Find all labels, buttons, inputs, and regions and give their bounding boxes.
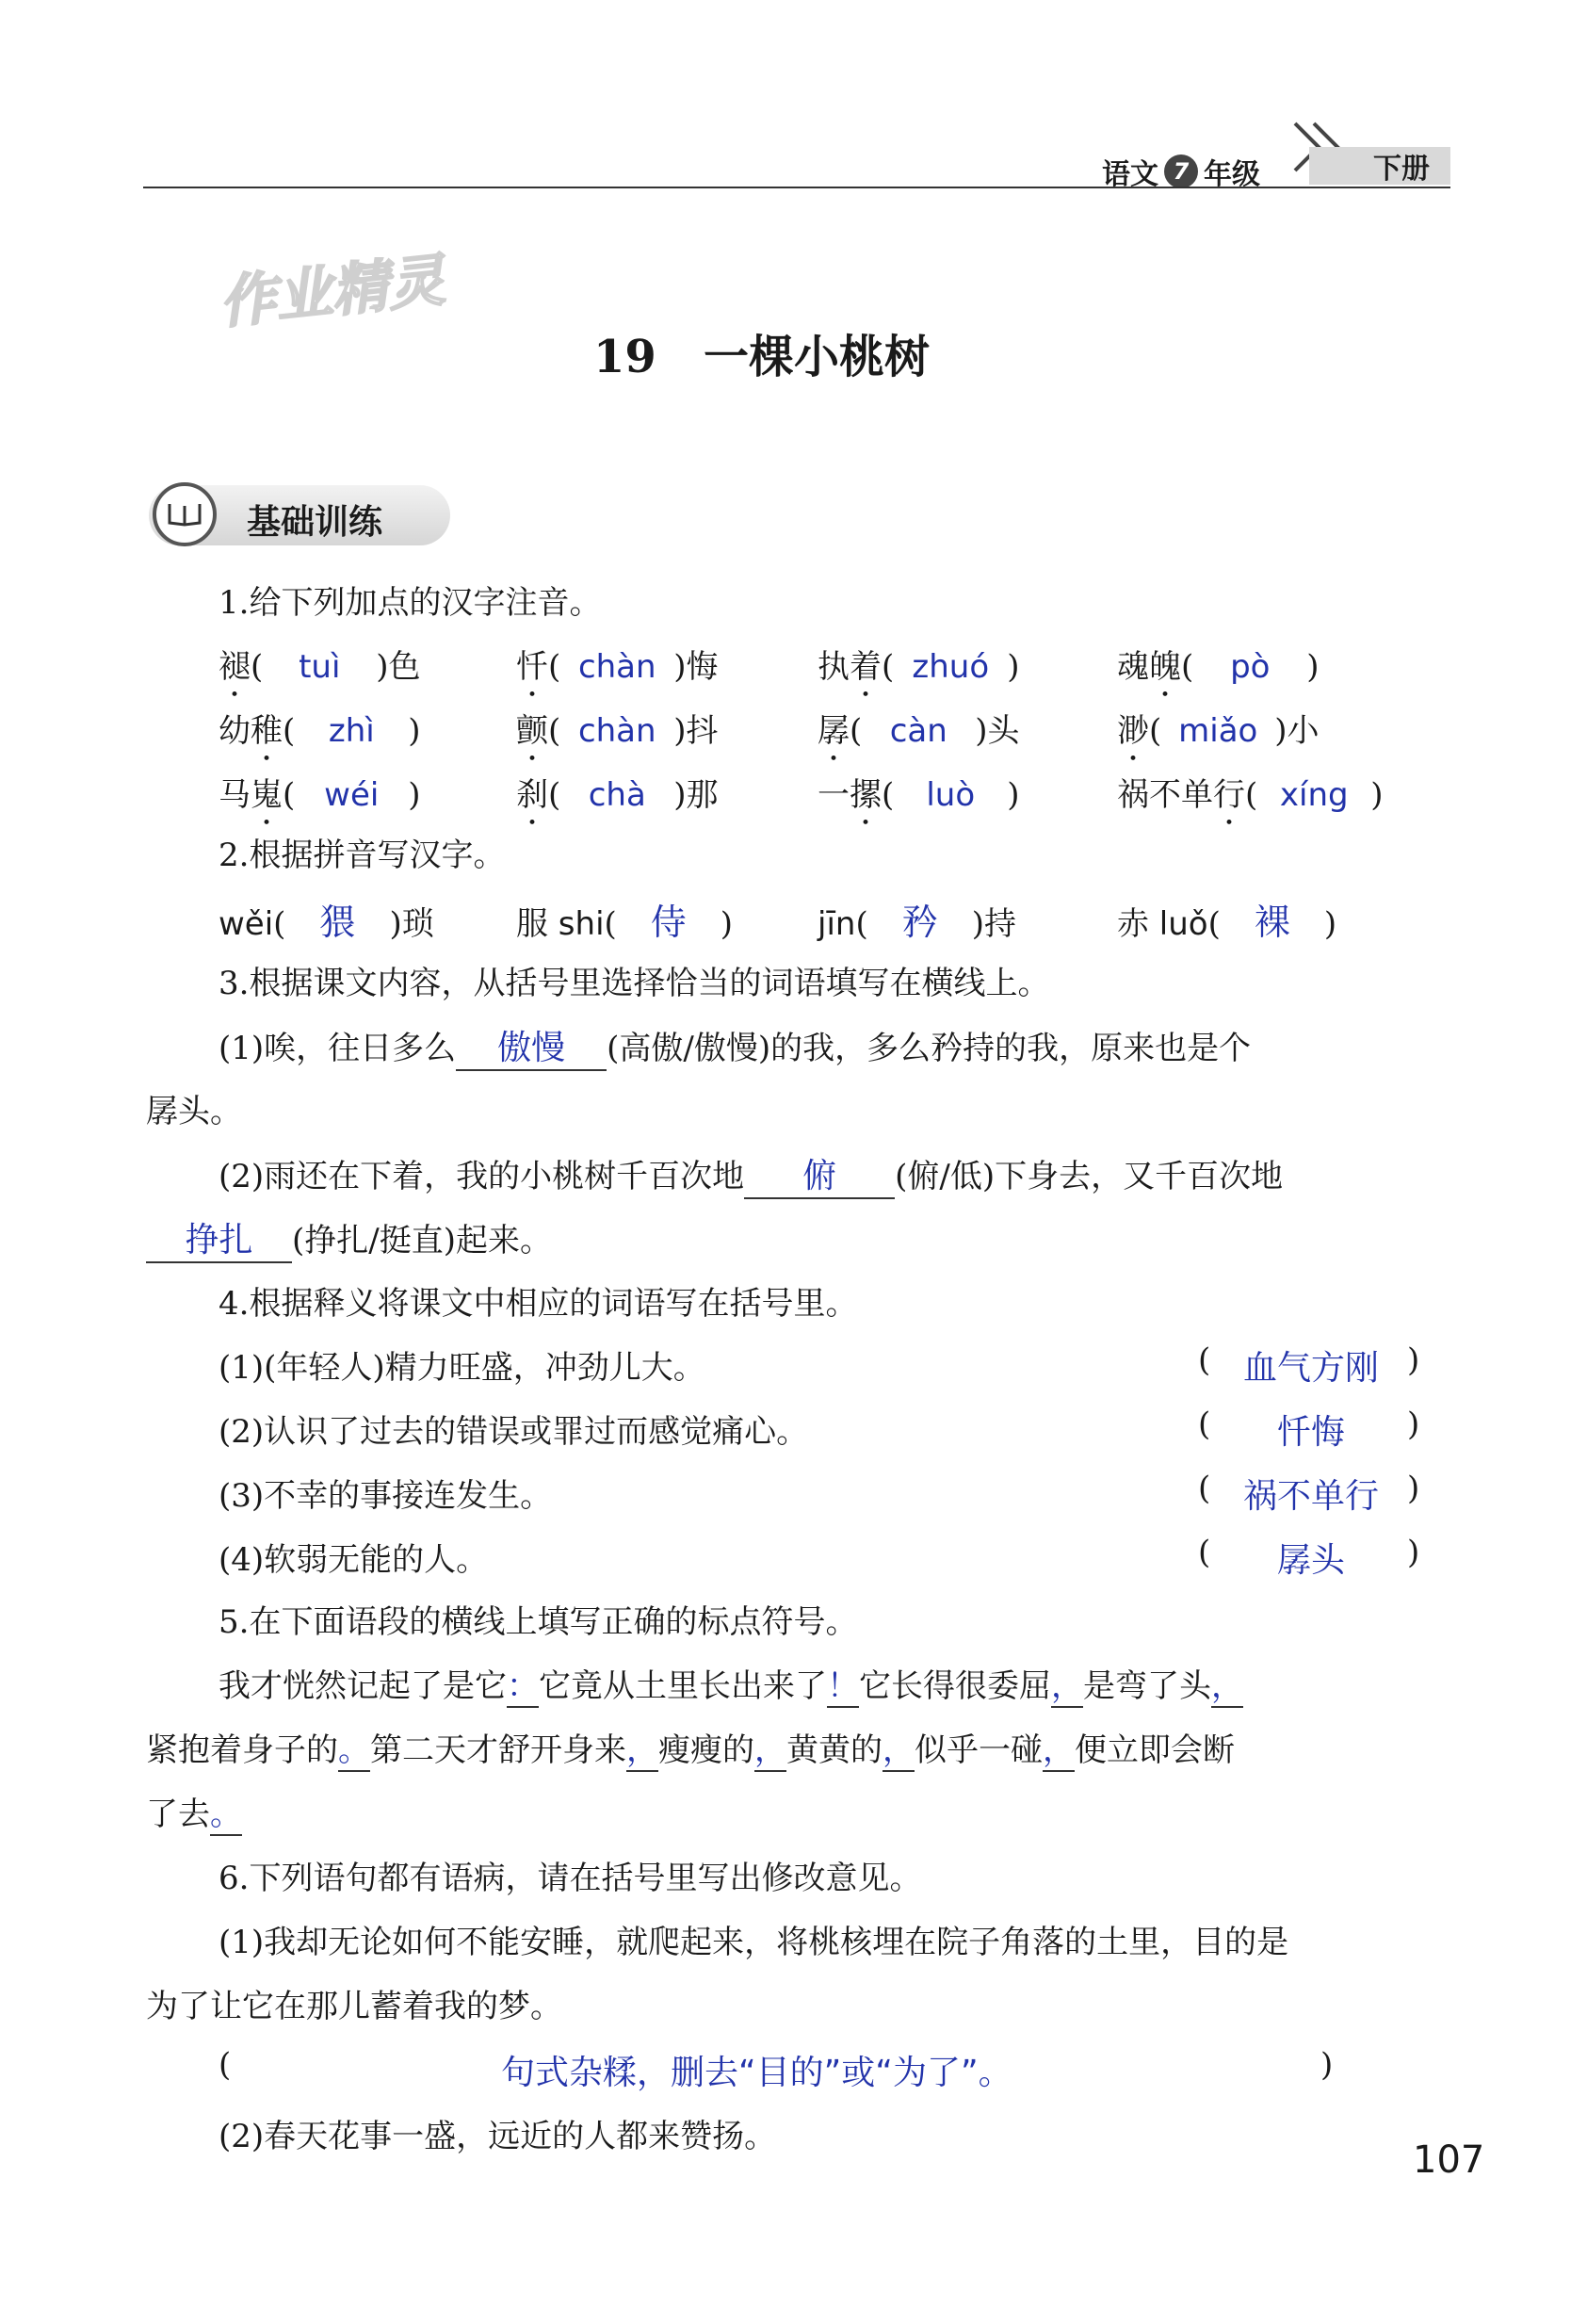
q1-item-prefix: 一 [818,776,850,814]
q2-answer: 裸 [1254,902,1290,943]
q5-text-segment: 第二天才舒开身来 [370,1731,626,1769]
q1-item-prefix: 执 [818,648,850,686]
q5-text-segment: 瘦瘦的 [658,1731,754,1769]
q5-text-segment: 黄黄的 [786,1731,883,1769]
q1-item-suffix: 抖 [686,712,719,750]
q1-open-paren: ( [548,712,561,750]
q5-text-segment: 紧抱着身子的 [146,1731,338,1769]
q1-item-answer: chàn [577,648,656,686]
q4-prompt: 4.根据释义将课文中相应的词语写在括号里。 [219,1285,858,1323]
q5-punctuation-blank: ！ [827,1660,859,1708]
volume-label: 下册 [1373,153,1430,186]
q1-open-paren: ( [850,712,863,750]
q2-item [818,893,1016,945]
q4-item-answer-paren [1198,1406,1424,1452]
q6-sentence-2: (2)春天花事一盛，远近的人都来赞扬。 [219,2118,777,2155]
q5-prompt: 5.在下面语段的横线上填写正确的标点符号。 [219,1603,858,1641]
q1-item-dotted-char: 忏 [516,648,548,686]
q5-text-segment: 了去 [146,1796,210,1833]
q6-prompt: 6.下列语句都有语病，请在括号里写出修改意见。 [219,1860,922,1897]
q5-text-segment: 似乎一碰 [915,1731,1043,1769]
q3-s1-cont: 孱头。 [146,1093,242,1130]
q4-open-paren: ( [1198,1534,1211,1571]
q6-s1-answer: 句式杂糅，删去“目的”或“为了”。 [501,2054,1012,2092]
q1-item [516,769,719,833]
q3-sentence-2 [219,1149,1283,1199]
q2-open-paren: ( [855,905,868,943]
q5-punctuation-blank: ： [507,1660,539,1708]
q1-open-paren: ( [882,648,895,686]
q6-s1-line-2: 为了让它在那儿蓄着我的梦。 [146,1988,562,2025]
q3-s1-part-b: (高傲/傲慢)的我，多么矜持的我，原来也是个 [607,1030,1252,1067]
q1-item-dotted-char: 褪 [219,648,251,686]
q2-open-paren: ( [604,905,617,943]
q1-open-paren: ( [1245,776,1258,814]
q2-answer: 矜 [901,902,938,943]
q1-close-paren: ) [975,712,988,750]
q1-item-answer: zhuó [912,648,990,686]
q4-item-answer: 孱头 [1276,1541,1345,1580]
q2-close-paren: ) [389,905,402,943]
q1-close-paren: ) [1306,648,1320,686]
q1-item-answer: miǎo [1178,712,1258,750]
q1-item-answer: pò [1230,648,1271,686]
header-rule [143,187,1450,188]
q1-item-dotted-char: 颤 [516,712,548,750]
q4-item-answer: 血气方刚 [1242,1349,1379,1388]
q1-item-answer: càn [889,712,947,750]
q2-pinyin: 赤 luǒ [1117,905,1208,943]
q2-open-paren: ( [1207,905,1221,943]
q1-item-dotted-char: 稚 [251,712,283,750]
grade-number-badge: 7 [1164,154,1198,188]
q4-item-answer: 祸不单行 [1242,1477,1379,1516]
q1-item-dotted-char: 孱 [818,712,850,750]
q1-item-suffix: 头 [987,712,1020,750]
q5-punctuation-blank: ， [626,1724,658,1772]
q1-item-suffix: 色 [388,648,421,686]
q5-punctuation-blank: ， [1051,1660,1083,1708]
q6-s1-line-1: (1)我却无论如何不能安睡，就爬起来，将桃核埋在院子角落的土里，目的是 [219,1924,1289,1961]
lesson-name: 一棵小桃树 [703,331,930,383]
q5-punctuation-blank: ， [883,1724,915,1772]
book-icon [153,482,217,546]
q1-item [818,641,1020,705]
q1-item-dotted-char: 渺 [1117,712,1149,750]
lesson-title [593,320,930,385]
q1-item [219,769,421,833]
q1-item [516,641,719,705]
q5-punctuation-blank: 。 [338,1724,370,1772]
q1-item [818,769,1020,833]
q1-close-paren: ) [408,712,421,750]
q5-punctuation-blank: ， [1211,1660,1243,1708]
q1-item-dotted-char: 摞 [850,776,882,814]
q5-line [146,1788,242,1836]
q1-close-paren: ) [1274,712,1287,750]
q4-item-answer: 忏悔 [1276,1413,1345,1452]
q4-close-paren: ) [1407,1534,1420,1571]
q2-answer: 猥 [319,902,356,943]
q1-item-answer: tuì [299,648,341,686]
q4-item-answer-paren [1198,1470,1424,1516]
q1-item-dotted-char: 魄 [1149,648,1181,686]
q2-prompt: 2.根据拼音写汉字。 [219,837,506,874]
q1-close-paren: ) [673,648,687,686]
q5-text-segment: 是弯了头 [1083,1667,1211,1705]
q1-item-answer: chà [588,776,646,814]
q1-item [219,705,421,769]
q2-close-paren: ) [720,905,734,943]
q4-close-paren: ) [1407,1341,1420,1379]
q2-pinyin: wěi [219,905,274,943]
q2-item [516,893,733,945]
q3-prompt: 3.根据课文内容，从括号里选择恰当的词语填写在横线上。 [219,965,1050,1002]
q1-open-paren: ( [1149,712,1162,750]
q1-item-dotted-char: 刹 [516,776,548,814]
q1-close-paren: ) [408,776,421,814]
q4-item-text: (1)(年轻人)精力旺盛，冲劲儿大。 [219,1349,705,1387]
q1-open-paren: ( [548,648,561,686]
q4-item-text: (2)认识了过去的错误或罪过而感觉痛心。 [219,1413,809,1451]
q5-punctuation-blank: ， [1043,1724,1075,1772]
q2-suffix: 持 [983,905,1016,943]
q2-pinyin: jīn [818,905,856,943]
q4-open-paren: ( [1198,1406,1211,1443]
q1-item [219,641,421,705]
q1-close-paren: ) [1370,776,1384,814]
q3-s2-part-c: (挣扎/挺直)起来。 [292,1222,552,1260]
grade-label: 年级 [1204,158,1260,191]
q1-open-paren: ( [283,712,296,750]
q3-s2-cont [146,1213,552,1263]
q5-text-segment: 它竟从土里长出来了 [539,1667,827,1705]
q1-open-paren: ( [1181,648,1194,686]
q5-text-segment: 它长得很委屈 [859,1667,1051,1705]
lesson-number: 19 [593,331,656,383]
q3-blank-2: 俯 [744,1149,895,1199]
q4-item-text: (4)软弱无能的人。 [219,1541,489,1579]
q6-s1-answer-paren: ( 句式杂糅，删去“目的”或“为了”。 ) [219,2046,1334,2092]
q5-text-segment: 我才恍然记起了是它 [219,1667,507,1705]
q1-item-prefix: 祸不单 [1117,776,1213,814]
q1-item [1117,769,1384,833]
q1-open-paren: ( [251,648,264,686]
q5-line [219,1660,1243,1708]
q2-answer: 侍 [650,902,687,943]
q2-pinyin: 服 shi [516,905,605,943]
q1-item-answer: xíng [1279,776,1349,814]
q1-open-paren: ( [283,776,296,814]
page-number: 107 [1413,2138,1485,2182]
q1-open-paren: ( [548,776,561,814]
volume-tab [1309,147,1450,185]
q2-suffix: 琐 [401,905,434,943]
q1-close-paren: ) [1007,776,1020,814]
q1-close-paren: ) [376,648,389,686]
q1-prompt: 1.给下列加点的汉字注音。 [219,584,602,622]
q2-item [219,893,434,945]
q4-open-paren: ( [1198,1470,1211,1507]
q1-item-answer: zhì [328,712,375,750]
q1-item [1117,705,1320,769]
q1-item-prefix: 魂 [1117,648,1149,686]
q2-item [1117,893,1336,945]
q1-item-suffix: 那 [686,776,719,814]
q1-item-dotted-char: 嵬 [251,776,283,814]
q1-item-dotted-char: 着 [850,648,882,686]
section-title: 基础训练 [247,503,383,542]
q2-open-paren: ( [273,905,286,943]
q1-close-paren: ) [673,712,687,750]
q3-s2-part-b: (俯/低)下身去，又千百次地 [895,1158,1284,1195]
subject-label: 语文 [1102,158,1158,191]
q3-s1-part-a: (1)唉，往日多么 [219,1030,457,1067]
q4-close-paren: ) [1407,1406,1420,1443]
q3-sentence-1 [219,1021,1251,1071]
q1-item [818,705,1020,769]
q3-blank-1: 傲慢 [456,1021,607,1071]
q4-item-answer-paren [1198,1534,1424,1580]
q4-close-paren: ) [1407,1470,1420,1507]
q5-line [146,1724,1235,1772]
q3-s2-part-a: (2)雨还在下着，我的小桃树千百次地 [219,1158,745,1195]
q5-punctuation-blank: ， [754,1724,786,1772]
q4-item-answer-paren [1198,1341,1424,1388]
watermark-logo: 作业精灵 [216,247,448,337]
q2-close-paren: ) [1323,905,1337,943]
q1-item-suffix: 悔 [686,648,719,686]
q1-open-paren: ( [882,776,895,814]
q1-close-paren: ) [673,776,687,814]
q1-item-prefix: 马 [219,776,251,814]
q1-item [1117,641,1320,705]
q1-item-answer: wéi [324,776,380,814]
q4-item-text: (3)不幸的事接连发生。 [219,1477,553,1515]
q5-text-segment: 便立即会断 [1075,1731,1235,1769]
q1-item-answer: luò [926,776,976,814]
q1-item-dotted-char: 行 [1213,776,1245,814]
q1-item [516,705,719,769]
q2-close-paren: ) [971,905,984,943]
q1-item-prefix: 幼 [219,712,251,750]
q5-punctuation-blank: 。 [210,1788,242,1836]
q4-open-paren: ( [1198,1341,1211,1379]
q1-close-paren: ) [1007,648,1020,686]
q1-item-answer: chàn [577,712,656,750]
q1-item-suffix: 小 [1287,712,1320,750]
q3-blank-3: 挣扎 [146,1213,292,1263]
